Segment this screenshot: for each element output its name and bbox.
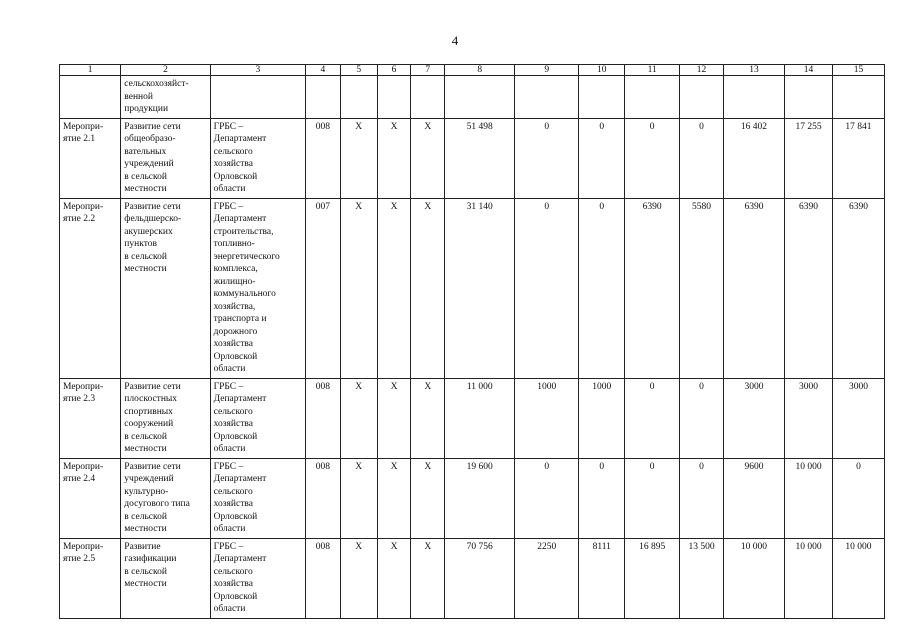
table-cell	[723, 538, 784, 618]
table-cell	[445, 458, 515, 538]
table-cell	[210, 118, 306, 198]
table-cell	[625, 538, 680, 618]
cell-text: Меропри- ятие 2.1	[63, 121, 104, 144]
cell-text: X	[424, 121, 432, 132]
table-row	[60, 198, 885, 378]
cell-text: ГРБС – Департамент сельского хозяйства Орловской области	[213, 461, 267, 534]
table-cell	[306, 538, 340, 618]
cell-text: сельскохозяйст- венной продукции	[124, 79, 189, 114]
cell-text: X	[355, 381, 363, 392]
table-cell	[411, 198, 445, 378]
table-cell	[411, 378, 445, 458]
cell-text: 3000	[799, 381, 818, 392]
table-cell	[625, 76, 680, 119]
table-cell	[121, 76, 210, 119]
column-header: 13	[723, 65, 784, 76]
cell-text: 17 841	[845, 121, 872, 132]
table-row	[60, 76, 885, 119]
cell-text: X	[355, 201, 363, 212]
table-cell	[340, 378, 377, 458]
cell-text: 6390	[799, 201, 818, 212]
cell-text: X	[355, 461, 363, 472]
cell-text: X	[390, 121, 398, 132]
header-row	[60, 65, 885, 76]
table-cell	[377, 118, 410, 198]
cell-text: 0	[599, 121, 605, 132]
table-cell	[60, 198, 121, 378]
table-cell	[377, 458, 410, 538]
table-cell	[579, 118, 625, 198]
cell-text: Развитие сети учреждений культурно- досугового типа в сельской местности	[124, 461, 190, 534]
table-cell	[377, 76, 410, 119]
table-row	[60, 118, 885, 198]
table-cell	[377, 538, 410, 618]
cell-text: Меропри- ятие 2.5	[63, 541, 104, 564]
budget-table	[59, 64, 885, 619]
table-cell	[306, 198, 340, 378]
table-cell	[340, 198, 377, 378]
table-cell	[340, 538, 377, 618]
cell-text: X	[424, 461, 432, 472]
table-cell	[625, 118, 680, 198]
table-cell	[785, 378, 833, 458]
cell-text: ГРБС – Департамент строительства, топливно- энергетического комплекса, жилищно- коммунального хозяйства, транспорта и дорожного хозяйства Орловской области	[213, 201, 280, 374]
cell-text: X	[424, 201, 432, 212]
cell-text: 10 000	[795, 461, 822, 472]
cell-text: ГРБС – Департамент сельского хозяйства Орловской области	[213, 541, 267, 614]
cell-text: 10 000	[845, 541, 872, 552]
cell-text: 1000	[537, 381, 557, 392]
table-cell	[306, 76, 340, 119]
cell-text: 0	[649, 121, 655, 132]
page-number: 4	[451, 33, 459, 48]
column-header: 6	[377, 65, 410, 76]
column-header: 9	[515, 65, 579, 76]
table-cell	[832, 458, 884, 538]
table-cell	[306, 458, 340, 538]
cell-text: 0	[699, 461, 704, 472]
cell-text: 008	[315, 461, 330, 472]
table-cell	[411, 458, 445, 538]
column-header: 8	[445, 65, 515, 76]
cell-text: X	[390, 461, 398, 472]
table-cell	[210, 378, 306, 458]
cell-text: 008	[315, 121, 330, 132]
table-cell	[515, 76, 579, 119]
table-cell	[625, 198, 680, 378]
cell-text: 6390	[642, 201, 662, 212]
table-cell	[445, 378, 515, 458]
cell-text: X	[390, 201, 398, 212]
cell-text: 3000	[744, 381, 764, 392]
table-cell	[340, 118, 377, 198]
cell-text: 11 000	[466, 381, 493, 392]
cell-text: Развитие сети фельдшерско- акушерских пунктов в сельской местности	[124, 201, 182, 274]
column-header: 5	[340, 65, 377, 76]
table-cell	[411, 118, 445, 198]
table-cell	[121, 378, 210, 458]
cell-text: 16 895	[639, 541, 666, 552]
cell-text: 0	[856, 461, 861, 472]
cell-text: 0	[699, 381, 704, 392]
table-cell	[832, 378, 884, 458]
column-header: 2	[121, 65, 210, 76]
table-cell	[377, 198, 410, 378]
cell-text: ГРБС – Департамент сельского хозяйства Орловской области	[213, 121, 267, 194]
cell-text: X	[390, 381, 398, 392]
table-cell	[515, 198, 579, 378]
table-cell	[210, 458, 306, 538]
table-row	[60, 378, 885, 458]
table-cell	[680, 538, 724, 618]
cell-text: X	[355, 121, 363, 132]
table-cell	[121, 458, 210, 538]
cell-text: 0	[544, 461, 550, 472]
cell-text: 008	[315, 541, 330, 552]
table-cell	[832, 118, 884, 198]
table-cell	[832, 198, 884, 378]
table-cell	[723, 198, 784, 378]
column-header: 4	[306, 65, 340, 76]
table-cell	[411, 538, 445, 618]
table-cell	[121, 538, 210, 618]
cell-text: 19 600	[466, 461, 493, 472]
cell-text: 0	[699, 121, 704, 132]
cell-text: Меропри- ятие 2.3	[63, 381, 104, 404]
column-header: 11	[625, 65, 680, 76]
column-header: 7	[411, 65, 445, 76]
table-cell	[625, 378, 680, 458]
cell-text: 008	[315, 381, 330, 392]
table-cell	[306, 378, 340, 458]
table-cell	[515, 378, 579, 458]
table-cell	[445, 538, 515, 618]
table-cell	[832, 538, 884, 618]
cell-text: 007	[315, 201, 330, 212]
cell-text: Меропри- ятие 2.2	[63, 201, 104, 224]
column-header: 3	[210, 65, 306, 76]
column-header: 15	[832, 65, 884, 76]
table-cell	[411, 76, 445, 119]
table-cell	[723, 458, 784, 538]
table-cell	[579, 538, 625, 618]
cell-text: 0	[599, 201, 605, 212]
table-cell	[306, 118, 340, 198]
cell-text: 0	[544, 121, 550, 132]
table-cell	[785, 76, 833, 119]
cell-text: 10 000	[740, 541, 768, 552]
table-cell	[515, 538, 579, 618]
cell-text: Развитие сети общеобразо- вательных учреждений в сельской местности	[124, 121, 181, 194]
table-cell	[785, 538, 833, 618]
table-row	[60, 538, 885, 618]
cell-text: X	[355, 541, 363, 552]
cell-text: Развитие сети плоскостных спортивных сооружений в сельской местности	[124, 381, 181, 454]
table-cell	[445, 118, 515, 198]
cell-text: 5580	[692, 201, 711, 212]
table-cell	[680, 198, 724, 378]
cell-text: 16 402	[740, 121, 768, 132]
cell-text: 70 756	[466, 541, 493, 552]
cell-text: 1000	[592, 381, 612, 392]
table-cell	[60, 458, 121, 538]
cell-text: 0	[649, 461, 655, 472]
table-cell	[579, 458, 625, 538]
table-cell	[723, 378, 784, 458]
table-row	[60, 458, 885, 538]
table-cell	[832, 76, 884, 119]
table-cell	[60, 118, 121, 198]
table-cell	[515, 458, 579, 538]
table-cell	[60, 538, 121, 618]
cell-text: 0	[649, 381, 655, 392]
cell-text: ГРБС – Департамент сельского хозяйства Орловской области	[213, 381, 267, 454]
table-cell	[785, 458, 833, 538]
column-header: 14	[785, 65, 833, 76]
cell-text: 2250	[537, 541, 557, 552]
table-cell	[121, 198, 210, 378]
table-cell	[377, 378, 410, 458]
cell-text: 0	[544, 201, 550, 212]
table-cell	[210, 198, 306, 378]
table-cell	[680, 378, 724, 458]
cell-text: X	[424, 381, 432, 392]
table-cell	[785, 198, 833, 378]
table-cell	[680, 76, 724, 119]
cell-text: 13 500	[688, 541, 715, 552]
table-cell	[579, 76, 625, 119]
column-header: 10	[579, 65, 625, 76]
cell-text: 0	[599, 461, 605, 472]
table-cell	[340, 76, 377, 119]
column-header: 1	[60, 65, 121, 76]
cell-text: 31 140	[466, 201, 493, 212]
table-cell	[210, 538, 306, 618]
table-cell	[121, 118, 210, 198]
table-cell	[60, 76, 121, 119]
cell-text: 6390	[744, 201, 764, 212]
table-cell	[340, 458, 377, 538]
table-cell	[210, 76, 306, 119]
table-cell	[680, 118, 724, 198]
cell-text: Развитие газификации в сельской местности	[124, 541, 177, 589]
table-cell	[579, 378, 625, 458]
cell-text: X	[424, 541, 432, 552]
cell-text: 6390	[848, 201, 868, 212]
cell-text: 10 000	[795, 541, 822, 552]
table-cell	[515, 118, 579, 198]
table-cell	[445, 76, 515, 119]
table-cell	[445, 198, 515, 378]
cell-text: Меропри- ятие 2.4	[63, 461, 104, 484]
table-cell	[785, 118, 833, 198]
table-cell	[723, 118, 784, 198]
table-cell	[680, 458, 724, 538]
cell-text: 3000	[848, 381, 868, 392]
cell-text: 9600	[744, 461, 764, 472]
table-cell	[723, 76, 784, 119]
cell-text: 51 498	[466, 121, 493, 132]
column-header: 12	[680, 65, 724, 76]
table-cell	[579, 198, 625, 378]
cell-text: 17 255	[795, 121, 822, 132]
table-cell	[625, 458, 680, 538]
table-cell	[60, 378, 121, 458]
cell-text: X	[390, 541, 398, 552]
cell-text: 8111	[592, 541, 611, 552]
